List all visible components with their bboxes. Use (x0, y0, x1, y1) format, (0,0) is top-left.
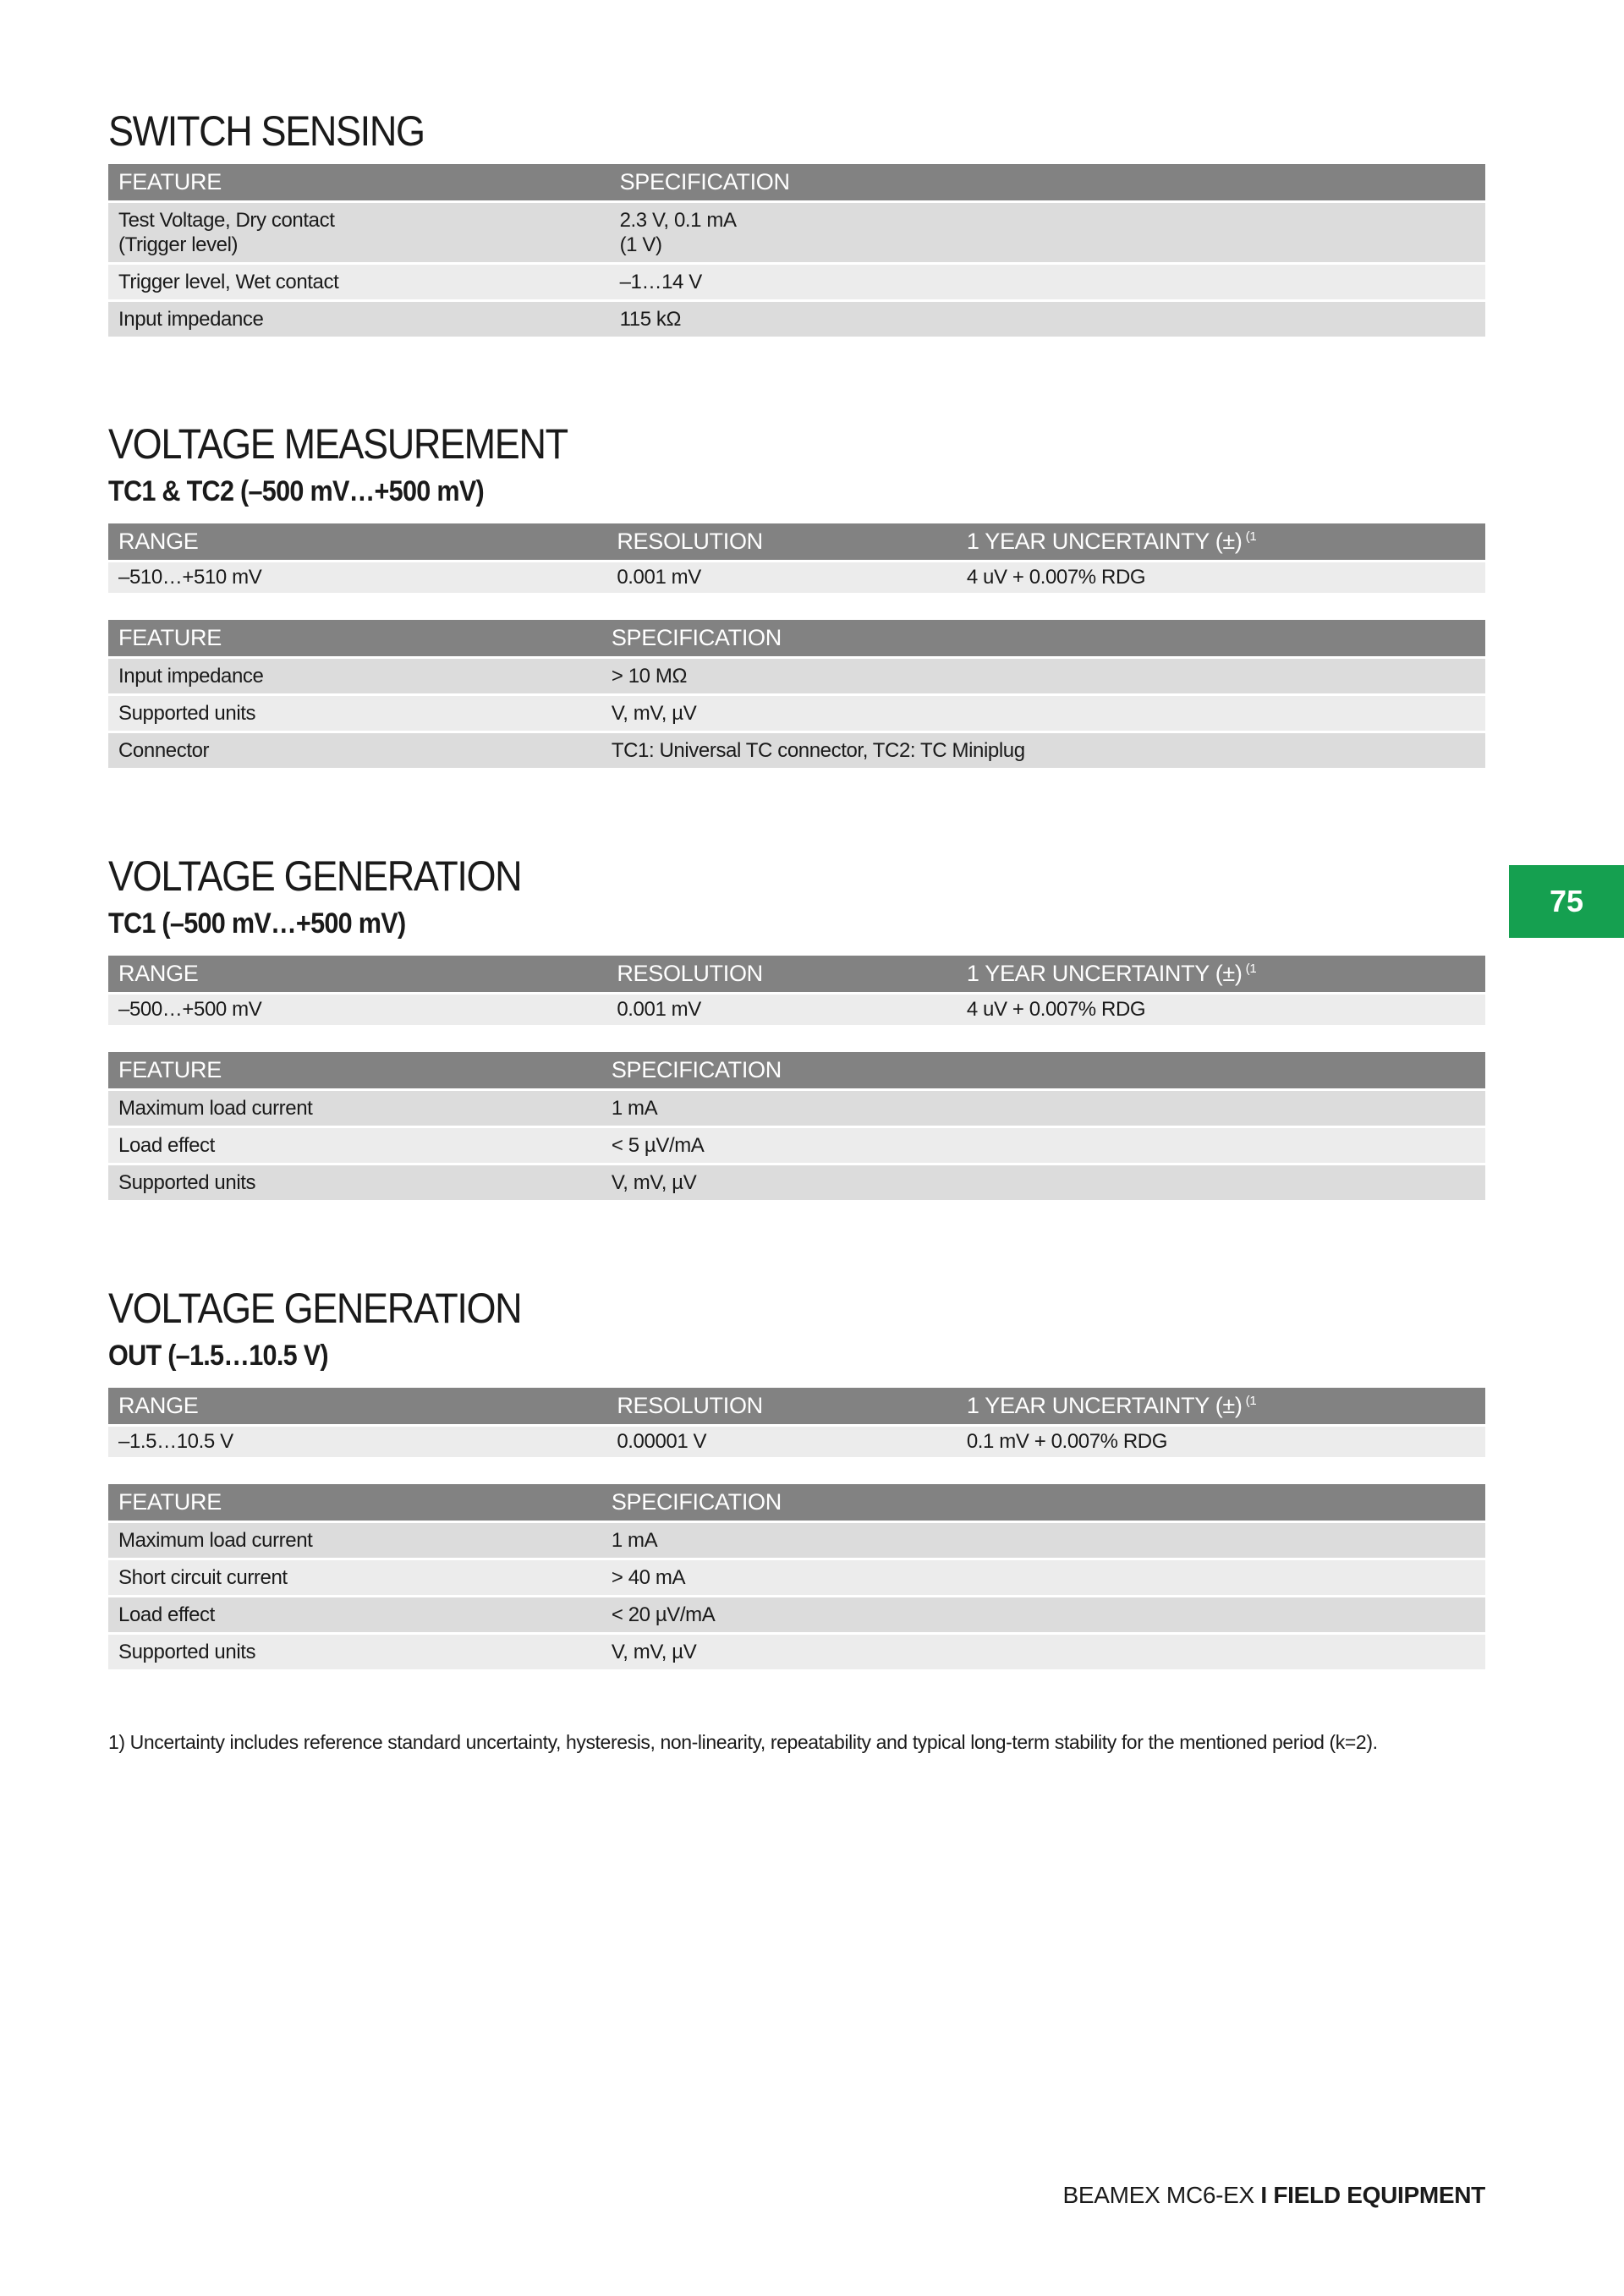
resolution-cell: 0.001 mV (606, 562, 957, 593)
footnote-marker: (1 (1245, 962, 1257, 976)
switch-sensing-section (108, 106, 1485, 339)
spec-cell: > 40 mA (601, 1560, 1485, 1595)
spec-cell: V, mV, µV (601, 1635, 1485, 1669)
uncertainty-cell: 0.1 mV + 0.007% RDG (957, 1427, 1485, 1457)
footer-section: FIELD EQUIPMENT (1266, 2182, 1485, 2208)
spec-cell: < 5 µV/mA (601, 1128, 1485, 1163)
table-header-row (108, 956, 1485, 992)
table-row (108, 995, 1485, 1025)
column-header: FEATURE (108, 164, 610, 200)
section-subtitle: TC1 (–500 mV…+500 mV) (108, 907, 406, 940)
feature-cell: Connector (108, 733, 601, 768)
feature-cell: Test Voltage, Dry contact (Trigger level) (108, 203, 610, 262)
feature-table (108, 1049, 1485, 1203)
feature-cell: Supported units (108, 1635, 601, 1669)
page-footer (1063, 2182, 1485, 2209)
column-header: FEATURE (108, 1484, 601, 1521)
voltage-generation-tc-section (108, 851, 1485, 1203)
column-header: RESOLUTION (606, 1388, 957, 1424)
table-row (108, 1165, 1485, 1200)
spec-cell: –1…14 V (610, 265, 1485, 299)
table-header-row (108, 1052, 1485, 1088)
switch-sensing-table (108, 162, 1485, 339)
table-row (108, 302, 1485, 337)
section-title: SWITCH SENSING (108, 107, 425, 155)
column-header: RESOLUTION (606, 956, 957, 992)
feature-cell: Supported units (108, 1165, 601, 1200)
column-header: 1 YEAR UNCERTAINTY (±) $^{(1}$ (957, 956, 1485, 992)
table-row (108, 1091, 1485, 1126)
table-row (108, 203, 1485, 262)
resolution-cell: 0.001 mV (606, 995, 957, 1025)
table-row (108, 1635, 1485, 1669)
column-header: RANGE (108, 523, 606, 560)
table-header-row (108, 523, 1485, 560)
footer-brand: BEAMEX MC6-EX (1062, 2182, 1261, 2208)
table-row (108, 562, 1485, 593)
page-number-tab: 75 (1509, 865, 1624, 938)
table-row (108, 1427, 1485, 1457)
footnote: 1) Uncertainty includes reference standard uncertainty, hysteresis, non-linearity, repeatability and typical long-term stability for the mentioned period (k=2). (108, 1731, 1378, 1753)
column-header: RESOLUTION (606, 523, 957, 560)
spec-cell: > 10 MΩ (601, 659, 1485, 693)
range-table (108, 521, 1485, 595)
feature-cell: Load effect (108, 1597, 601, 1632)
table-row (108, 265, 1485, 299)
resolution-cell: 0.00001 V (606, 1427, 957, 1457)
footer-separator: I (1260, 2182, 1267, 2208)
feature-cell: Load effect (108, 1128, 601, 1163)
spec-cell: 1 mA (601, 1091, 1485, 1126)
feature-cell: Input impedance (108, 302, 610, 337)
column-header: FEATURE (108, 1052, 601, 1088)
footnote-marker: (1 (1245, 529, 1257, 544)
footnote-marker: (1 (1245, 1394, 1257, 1408)
table-row (108, 659, 1485, 693)
table-row (108, 1597, 1485, 1632)
table-header-row (108, 164, 1485, 200)
spec-cell: 2.3 V, 0.1 mA (1 V) (610, 203, 1485, 262)
section-subtitle: OUT (–1.5…10.5 V) (108, 1340, 328, 1372)
column-header: 1 YEAR UNCERTAINTY (±) $^{(1}$ (957, 523, 1485, 560)
uncertainty-cell: 4 uV + 0.007% RDG (957, 562, 1485, 593)
column-header: SPECIFICATION (601, 1484, 1485, 1521)
section-title: VOLTAGE GENERATION (108, 852, 522, 900)
feature-cell: Short circuit current (108, 1560, 601, 1595)
feature-cell: Input impedance (108, 659, 601, 693)
table-header-row (108, 620, 1485, 656)
column-header: RANGE (108, 956, 606, 992)
column-header: RANGE (108, 1388, 606, 1424)
column-header: SPECIFICATION (610, 164, 1485, 200)
spec-cell: V, mV, µV (601, 696, 1485, 731)
column-header: FEATURE (108, 620, 601, 656)
feature-cell: Maximum load current (108, 1523, 601, 1558)
feature-table (108, 1482, 1485, 1672)
section-subtitle: TC1 & TC2 (–500 mV…+500 mV) (108, 475, 485, 507)
uncertainty-cell: 4 uV + 0.007% RDG (957, 995, 1485, 1025)
table-row (108, 1523, 1485, 1558)
voltage-measurement-section (108, 419, 1485, 770)
range-table (108, 1385, 1485, 1460)
spec-cell: TC1: Universal TC connector, TC2: TC Miniplug (601, 733, 1485, 768)
voltage-generation-out-section (108, 1283, 1485, 1672)
feature-cell: Trigger level, Wet contact (108, 265, 610, 299)
table-header-row (108, 1484, 1485, 1521)
table-row (108, 696, 1485, 731)
section-title: VOLTAGE GENERATION (108, 1285, 522, 1332)
range-table (108, 953, 1485, 1027)
spec-cell: 1 mA (601, 1523, 1485, 1558)
column-header: SPECIFICATION (601, 1052, 1485, 1088)
range-cell: –1.5…10.5 V (108, 1427, 606, 1457)
table-header-row (108, 1388, 1485, 1424)
feature-table (108, 617, 1485, 770)
spec-cell: 115 kΩ (610, 302, 1485, 337)
table-row (108, 1560, 1485, 1595)
range-cell: –500…+500 mV (108, 995, 606, 1025)
table-row (108, 1128, 1485, 1163)
spec-cell: < 20 µV/mA (601, 1597, 1485, 1632)
table-row (108, 733, 1485, 768)
range-cell: –510…+510 mV (108, 562, 606, 593)
spec-cell: V, mV, µV (601, 1165, 1485, 1200)
column-header: SPECIFICATION (601, 620, 1485, 656)
section-title: VOLTAGE MEASUREMENT (108, 420, 568, 468)
feature-cell: Supported units (108, 696, 601, 731)
column-header: 1 YEAR UNCERTAINTY (±) $^{(1}$ (957, 1388, 1485, 1424)
feature-cell: Maximum load current (108, 1091, 601, 1126)
